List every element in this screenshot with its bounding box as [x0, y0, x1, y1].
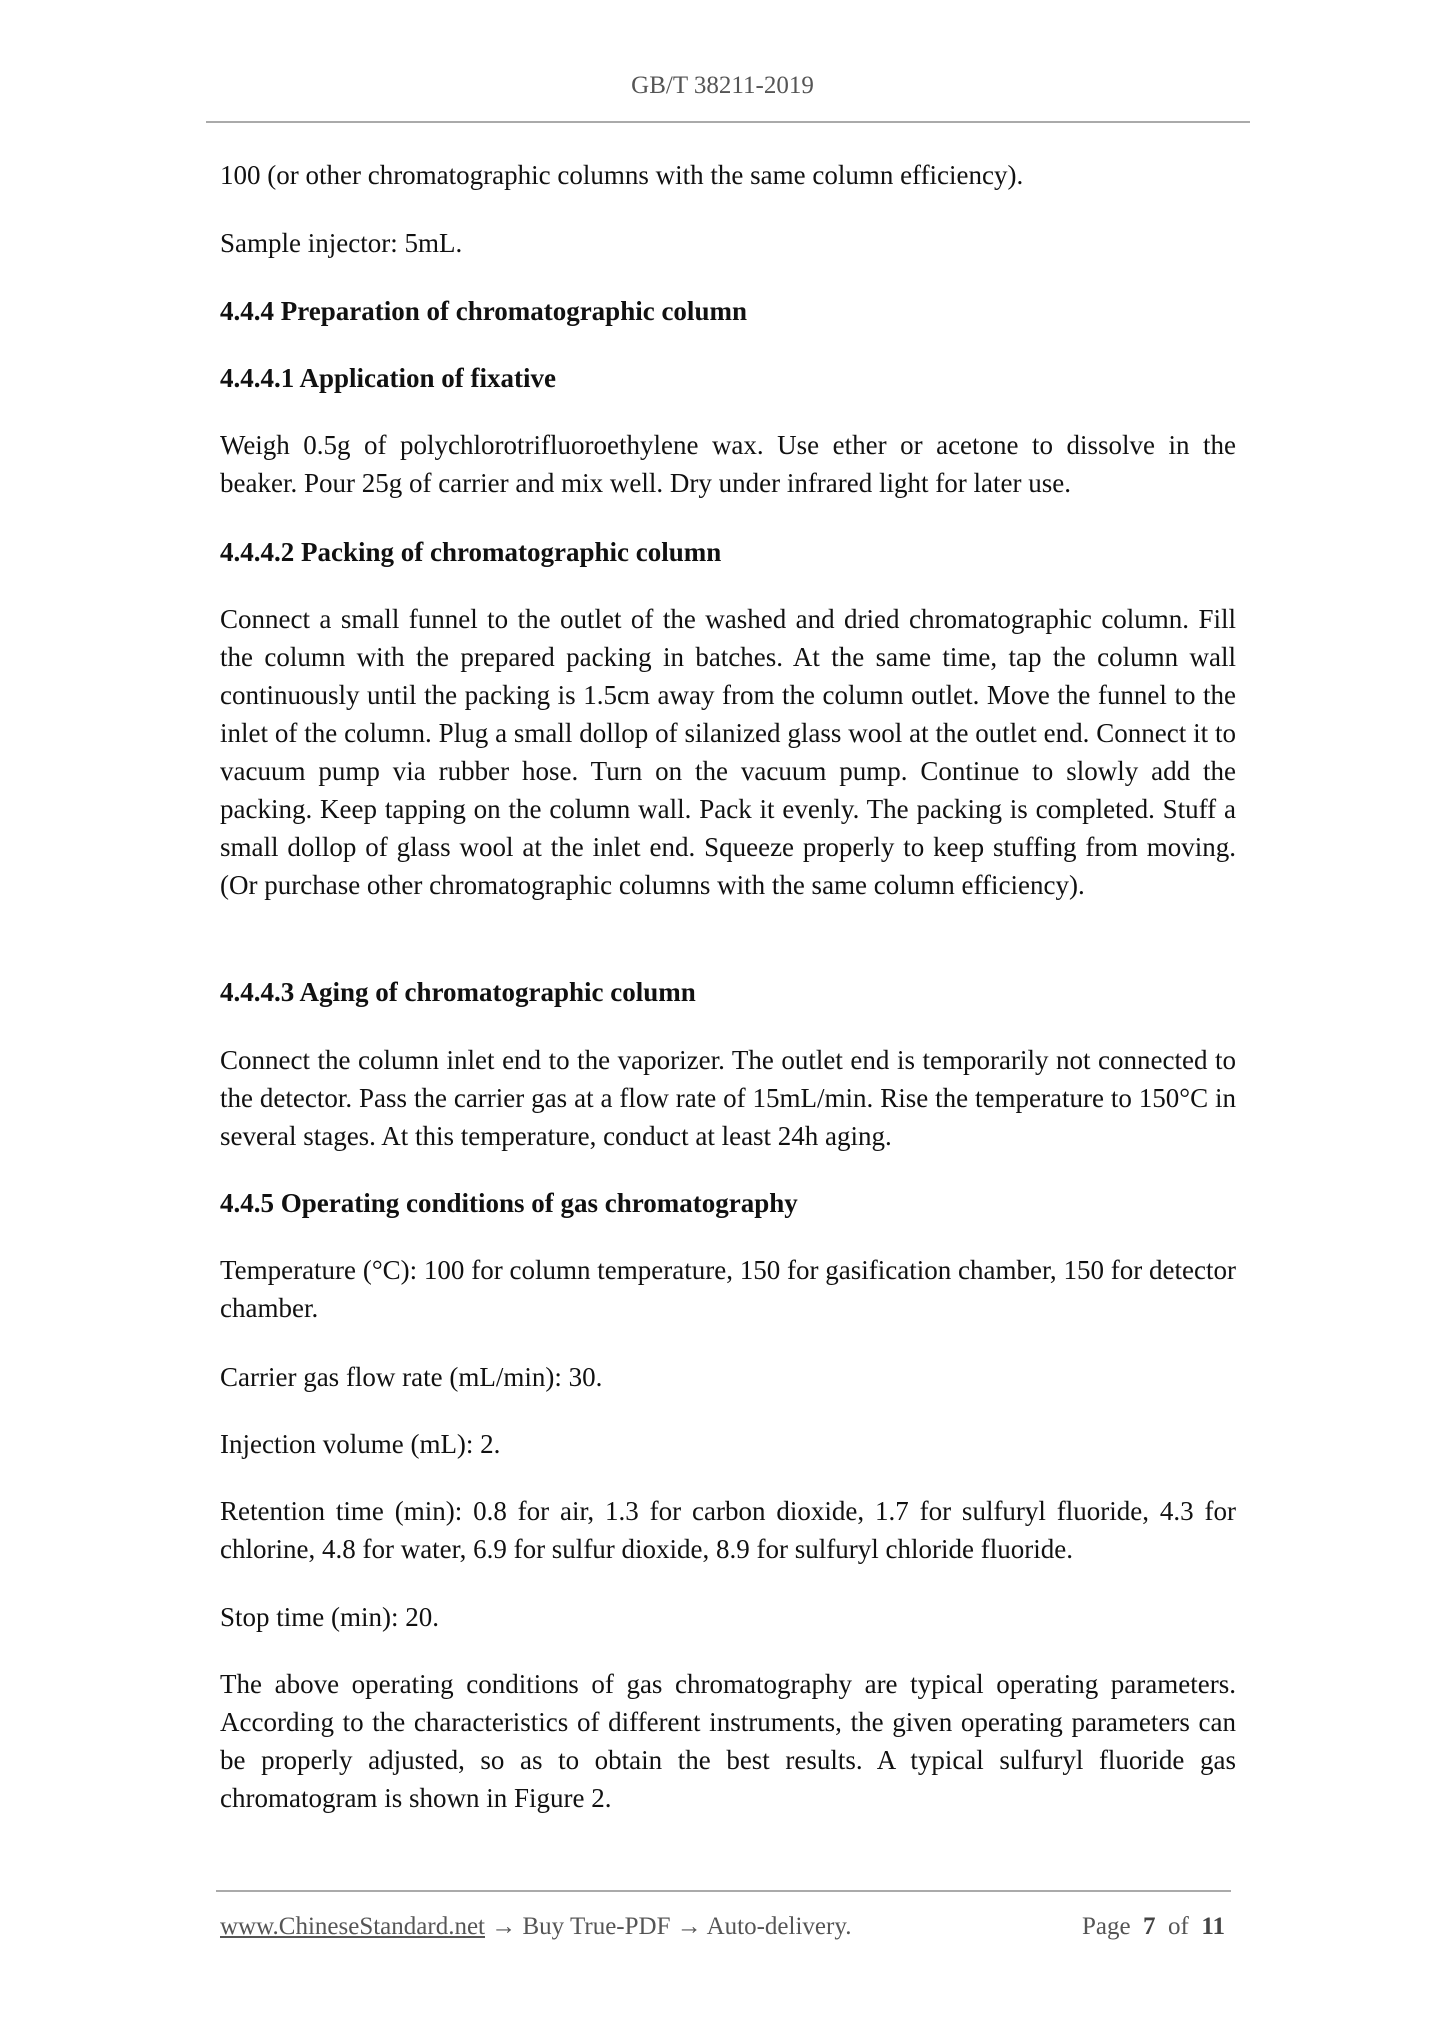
section-heading: 4.4.4 Preparation of chromatographic column [220, 296, 747, 326]
footer-left [220, 1913, 851, 1941]
paragraph: Retention time (min): 0.8 for air, 1.3 for carbon dioxide, 1.7 for sulfuryl fluoride, 4.3 for chlorine, 4.8 for water, 6.9 for sulfur dioxide, 8.9 for sulfuryl chloride fluoride. [220, 1496, 1236, 1564]
page-indicator [1082, 1913, 1225, 1941]
document-id-header: GB/T 38211-2019 [631, 72, 814, 99]
section-heading: 4.4.4.3 Aging of chromatographic column [220, 977, 696, 1007]
section-heading: 4.4.4.2 Packing of chromatographic column [220, 537, 722, 567]
section-heading: 4.4.4.1 Application of fixative [220, 363, 556, 393]
arrow-right-icon: → [676, 1913, 702, 1940]
page-label: Page [1081, 1913, 1131, 1940]
arrow-right-icon: → [491, 1913, 517, 1940]
footer-divider [216, 1890, 1231, 1892]
page-total: 11 [1201, 1913, 1225, 1940]
paragraph: Stop time (min): 20. [220, 1602, 439, 1632]
paragraph: The above operating conditions of gas chromatography are typical operating parameters. According to the characteristics of different instruments, the given operating parameters can be properly adjusted, so as to obtain the best results. A typical sulfuryl fluoride gas chromatogram is shown in Figure 2. [220, 1669, 1236, 1813]
paragraph: Connect a small funnel to the outlet of the washed and dried chromatographic column. Fill the column with the prepared packing in batches. At the same time, tap the column wall continuously until the packing is 1.5cm away from the column outlet. Move the funnel to the inlet of the column. Plug a small dollop of silanized glass wool at the outlet end. Connect it to vacuum pump via rubber hose. Turn on the vacuum pump. Continue to slowly add the packing. Keep tapping on the column wall. Pack it evenly. The packing is completed. Stuff a small dollop of glass wool at the inlet end. Squeeze properly to keep stuffing from moving. (Or purchase other chromatographic columns with the same column efficiency). [220, 604, 1236, 900]
paragraph: 100 (or other chromatographic columns with the same column efficiency). [220, 160, 1024, 190]
auto-delivery-text: Auto-delivery. [706, 1913, 852, 1940]
paragraph: Injection volume (mL): 2. [220, 1429, 501, 1459]
paragraph: Connect the column inlet end to the vaporizer. The outlet end is temporarily not connected to the detector. Pass the carrier gas at a flow rate of 15mL/min. Rise the temperature to 150°C in several stages. At this temperature, conduct at least 24h aging. [220, 1045, 1236, 1151]
paragraph: Weigh 0.5g of polychlorotrifluoroethylene wax. Use ether or acetone to dissolve in the beaker. Pour 25g of carrier and mix well. Dry under infrared light for later use. [220, 430, 1236, 498]
section-heading: 4.4.5 Operating conditions of gas chromatography [220, 1188, 798, 1218]
header-divider [206, 121, 1250, 123]
buy-true-pdf-text: Buy True-PDF [522, 1913, 671, 1940]
paragraph: Carrier gas flow rate (mL/min): 30. [220, 1362, 603, 1392]
paragraph: Sample injector: 5mL. [220, 228, 463, 258]
paragraph: Temperature (°C): 100 for column temperature, 150 for gasification chamber, 150 for detector chamber. [220, 1255, 1236, 1323]
chinesestandard-link[interactable]: www.ChineseStandard.net [220, 1913, 485, 1940]
of-label: of [1168, 1913, 1189, 1940]
page-number: 7 [1143, 1913, 1156, 1940]
